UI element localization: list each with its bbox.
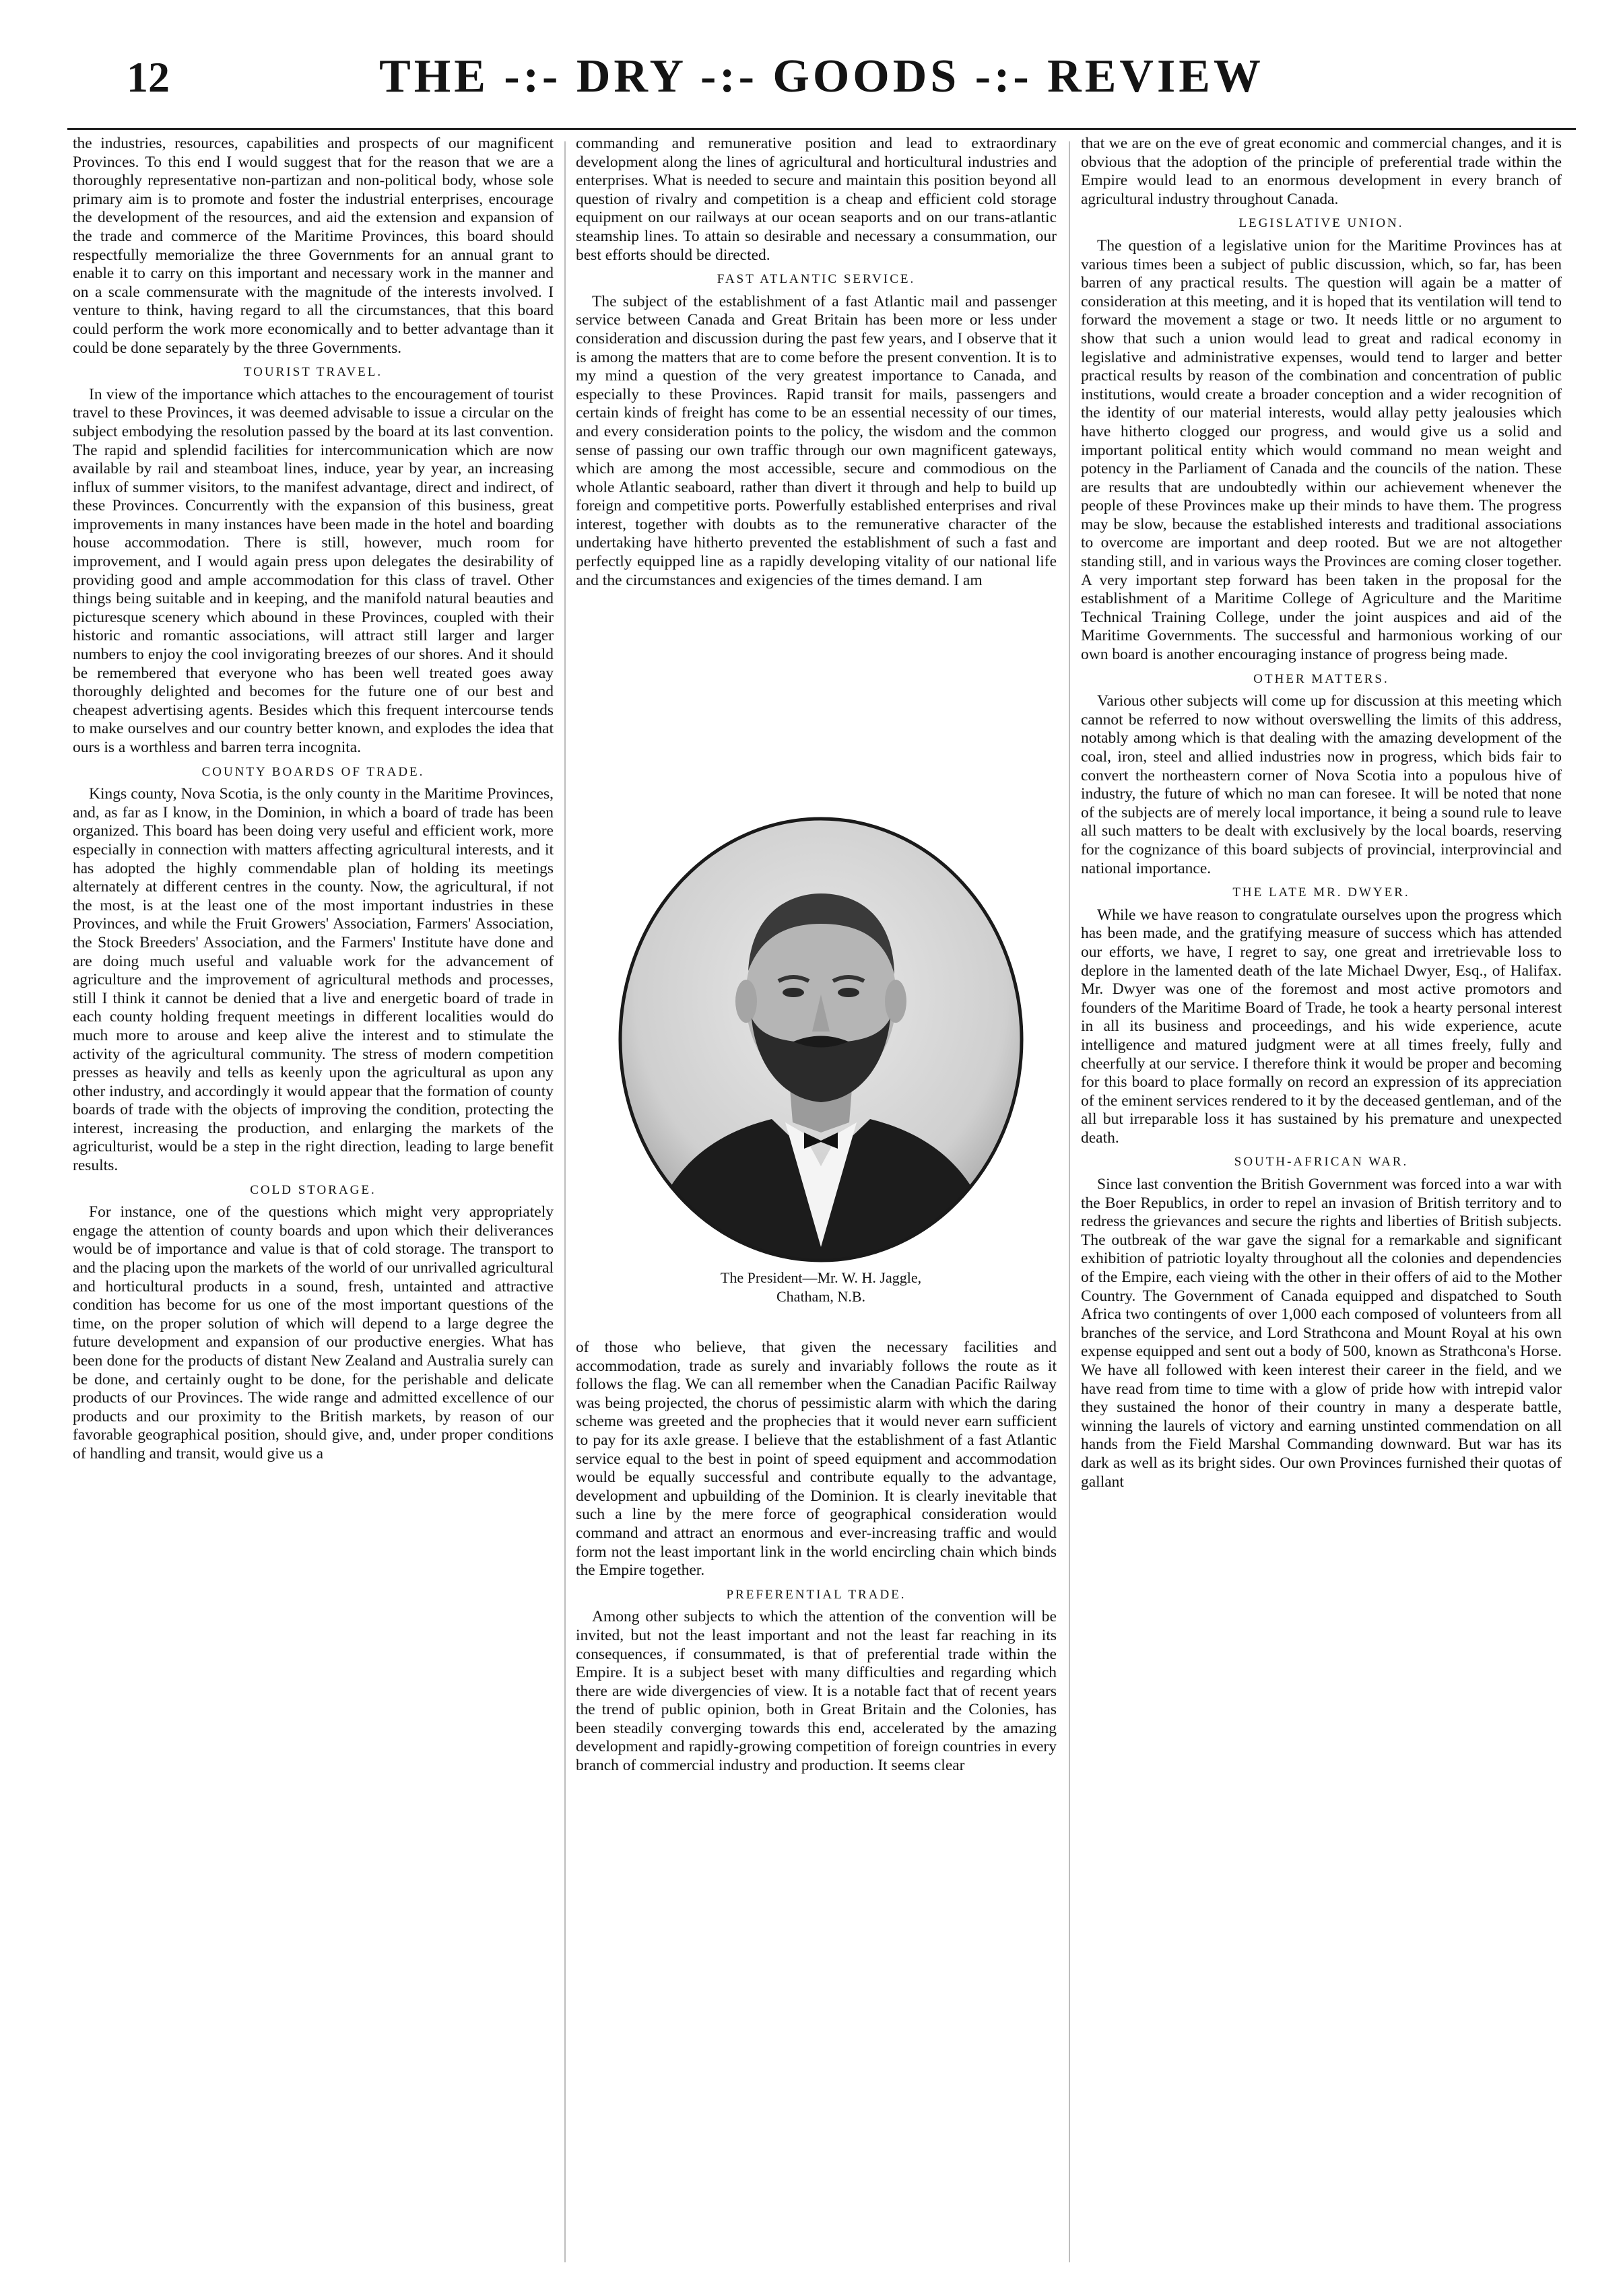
column-2-bottom bbox=[576, 1339, 1057, 2276]
page-number: 12 bbox=[127, 53, 170, 101]
paragraph: of those who believe, that given the necessary facilities and accommodation, trade as surely and invariably follows the route as it follows the flag. We can all remember when the Canadian Pacific Railway was being projected, the chorus of pessimistic alarm with which the daring scheme was greeted and the prophecies that it would never earn sufficient to pay for its axle grease. I believe that the establishment of a fast Atlantic service equal to the best in point of speed equipment and accommodation would be equally successful and contribute equally to the advantage, development and upbuilding of the Dominion. It is clearly inevitable that such a line by the mere force of geographical consideration would command and attract an enormous and ever-increasing traffic and would form not the least important link in the world encircling chain which binds the Empire together. bbox=[576, 1339, 1057, 1580]
journal-title: THE -:- DRY -:- GOODS -:- REVIEW bbox=[379, 50, 1264, 102]
section-heading-cold-storage: COLD STORAGE. bbox=[250, 1182, 376, 1197]
section-heading-county-boards: COUNTY BOARDS OF TRADE. bbox=[201, 764, 425, 779]
portrait-photo bbox=[617, 816, 1025, 1264]
paragraph: Since last convention the British Government was forced into a war with the Boer Republics, in order to repel an invasion of British territory and to redress the grievances and secure the rights and liberties of British subjects. The outbreak of the war gave the signal for a remarkable and significant exhibition of patriotic loyalty throughout all the colonies and dependencies of the Empire, each vieing with the other in their offers of aid to the Mother Country. The Government of Canada equipped and dispatched to South Africa two contingents of over 1,000 each composed of volunteers from all branches of the service, and Lord Strathcona and Mount Royal at his own expense equipped and sent out a body of 500, known as Strathcona's Horse. We have all followed with keen interest their career in the field, and we have read from time to time with a glow of pride how with intrepid valor they sustained the honor of their country in many a desperate battle, winning the laurels of victory and earning unstinted commendation on all hands from the Field Marshal Commanding downward. But war has its dark as well as its bright sides. Our own Provinces furnished their quotas of gallant bbox=[1081, 1176, 1562, 1491]
portrait-figure bbox=[590, 816, 1052, 1328]
paragraph: In view of the importance which attaches to the encouragement of tourist travel to these Provinces, it was deemed advisable to issue a circular on the subject embodying the resolution passed by the board at its last convention. The rapid and splendid facilities for intercommunication which are now available by rail and steamboat lines, induce, year by year, an increasing influx of summer visitors, to the manifest advantage, direct and indirect, of these Provinces. Concurrently with the expansion of this business, great improvements in many instances have been made in the hotel and boarding house accommodation. There is still, however, much room for improvement, and I would again press upon delegates the desirability of providing good and ample accommodation for this class of travel. Other things being suitable and in keeping, and the manifold natural beauties and picturesque scenery which abound in these Provinces, coupled with their historic and romantic associations, will attract still larger and larger numbers to enjoy the cool invigorating breezes of our shores. And it should be remembered that everyone who has been well treated goes away thoroughly delighted and becomes for the future one of our best and cheapest advertising agents. Besides which this frequent intercourse tends to make ourselves and our country better known, and explodes the idea that ours is a worthless and barren terra incognita. bbox=[73, 385, 554, 756]
paragraph: While we have reason to congratulate ourselves upon the progress which has been made, and the gratifying measure of success which has attended our efforts, we have, I regret to say, one great and irretrievable loss to deplore in the lamented death of the late Michael Dwyer, Esq., of Halifax. Mr. Dwyer was one of the foremost and most active promotors and founders of the Maritime Board of Trade, he took a hearty personal interest in all its business and proceedings, and his wide experience, acute intelligence and matured judgment were at all times freely, fully and cheerfully at our service. I therefore think it would be proper and becoming for this board to place formally on record an expression of its appreciation of the eminent services rendered to it by the deceased gentleman, and of the all but irreparable loss it has sustained by his premature and unexpected death. bbox=[1081, 906, 1562, 1147]
section-heading-tourist-travel: TOURIST TRAVEL. bbox=[243, 365, 383, 380]
section-heading-preferential-trade: PREFERENTIAL TRADE. bbox=[726, 1587, 906, 1602]
section-heading-other-matters: OTHER MATTERS. bbox=[1253, 671, 1389, 686]
column-divider bbox=[1069, 141, 1070, 2262]
caption-line: The President—Mr. W. H. Jaggle, bbox=[720, 1269, 922, 1286]
paragraph: Among other subjects to which the attention of the convention will be invited, but not the least important and not the least far reaching in its consequences, if consummated, is that of preferential trade within the Empire. It is a subject beset with many difficulties and regarding which there are wide divergencies of view. It is a notable fact that of recent years the trend of public opinion, both in Great Britain and the Colonies, has been steadily converging towards this end, accelerated by the amazing development and rapidly-growing competition of foreign countries in every branch of commercial industry and production. It seems clear bbox=[576, 1608, 1057, 1775]
paragraph: commanding and remunerative position and lead to extraordinary development along the lines of agricultural and horticultural industries and enterprises. What is needed to secure and maintain this position beyond all question of rivalry and competition is a cheap and efficient cold storage equipment on our railways at our ocean seaports and on our trans-atlantic steamship lines. To attain so desirable and necessary a consummation, our best efforts should be directed. bbox=[576, 135, 1057, 264]
column-divider bbox=[564, 141, 566, 2262]
paragraph: Various other subjects will come up for discussion at this meeting which cannot be referred to now without overswelling the limits of this address, notably among which is that dealing with the amazing development of the coal, iron, steel and allied industries now in progress, which bids fair to convert the northeastern corner of Nova Scotia into a populous hive of industry, the future of which no man can foresee. It will be noted that none of the subjects are of merely local importance, it being a sound rule to leave all such matters to be dealt with exclusively by the local boards, reserving for the cognizance of this board subjects of provincial, interprovincial and national importance. bbox=[1081, 692, 1562, 877]
column-1 bbox=[73, 135, 554, 2276]
column-2-top bbox=[576, 135, 1057, 811]
column-3 bbox=[1081, 135, 1562, 2276]
section-heading-legislative-union: LEGISLATIVE UNION. bbox=[1238, 216, 1404, 231]
section-heading-fast-atlantic: FAST ATLANTIC SERVICE. bbox=[717, 272, 916, 287]
masthead bbox=[67, 40, 1576, 130]
section-heading-south-african-war: SOUTH-AFRICAN WAR. bbox=[1234, 1155, 1409, 1170]
paragraph: Kings county, Nova Scotia, is the only county in the Maritime Provinces, and, as far as I know, in the Dominion, in which a board of trade has been organized. This board has been doing very useful and efficient work, more especially in connection with matters affecting agricultural interests, and it has adopted the highly commendable plan of holding its meetings alternately at different centres in the county. Now, the agricultural, if not the most, is at the least one of the most important industries in these Provinces, and while the Fruit Growers' Association, Farmers' Association, the Stock Breeders' Association, and the Farmers' Institute have done and are doing much useful and valuable work for the advancement of agriculture and the improvement of agricultural methods and processes, still I think it cannot be denied that a live and energetic board of trade in each county holding frequent meetings in different localities would do much more to arouse and keep alive the interest and to stimulate the activity of the agricultural community. The stress of modern competition presses as heavily and tells as keenly upon the agricultural as upon any other industry, and accordingly it would appear that the formation of county boards of trade with the objects of improving the condition, protecting the interest, increasing the production, and enlarging the markets of the agriculturist, would be a step in the right direction, leading to large benefit results. bbox=[73, 785, 554, 1175]
caption-line: Chatham, N.B. bbox=[776, 1288, 865, 1305]
paragraph: that we are on the eve of great economic and commercial changes, and it is obvious that the adoption of the principle of preferential trade within the Empire would lead to an enormous development in every branch of agricultural industry throughout Canada. bbox=[1081, 135, 1562, 208]
paragraph: For instance, one of the questions which might very appropriately engage the attention of county boards and upon which their deliverances would be of importance and value is that of cold storage. The transport to and the placing upon the markets of the world of our unrivalled agricultural and horticultural products in a sound, fresh, untainted and attractive condition has become for us one of the most important questions of the time, on the proper solution of which will depend to a large degree the future development and expansion of our productive energies. What has been done for the products of distant New Zealand and Australia surely can be done, and certainly ought to be done, for the perishable and delicate products of our Provinces. The wide range and admitted excellence of our products and our proximity to the British markets, by reason of our favorable geographical position, should give, and, under proper conditions of handling and transit, would give us a bbox=[73, 1203, 554, 1462]
paragraph: The subject of the establishment of a fast Atlantic mail and passenger service between Canada and Great Britain has been more or less under consideration and discussion during the past few years, and I observe that it is among the matters that are to come before the present convention. It is to my mind a question of the very greatest importance to Canada, and especially to these Provinces. Rapid transit for mails, passengers and certain kinds of freight has come to be an essential necessity of our times, and every consideration points to the policy, the wisdom and the common sense of passing our own traffic through our own magnificent gateways, which are among the most accessible, secure and commodious on the whole Atlantic seaboard, rather than divert it through and help to build up foreign and competitive ports. Powerfully established enterprises and rival interest, together with doubts as to the remunerative character of the undertaking have hitherto prevented the establishment of such a fast and perfectly equipped line as a rapidly developing vitality of our national life and the circumstances and exigencies of the times demand. I am bbox=[576, 292, 1057, 589]
section-heading-late-mr-dwyer: THE LATE MR. DWYER. bbox=[1232, 885, 1410, 900]
paragraph: The question of a legislative union for the Maritime Provinces has at various times been a subject of public discussion, which, so far, has been barren of any practical results. The question will again be a matter of consideration at this meeting, and it is hoped that its ventilation will tend to forward the movement a stage or two. It needs little or no argument to show that such a union would lead to great and radical economy in legislative and administrative expenses, would tend to larger and better practical results by reason of the combination and concentration of public institutions, would create a broader conception and a wider recognition of the identity of our material interests, would allay petty jealousies which have hitherto clogged our progress, and would give us a solid and important political entity which would command no mean weight and potency in the Parliament of Canada and the councils of the nation. These are results that are undoubtedly within our achievement whenever the people of these Provinces make up their minds to have them. The progress may be slow, because the established interests and traditional associations to overcome are important and deep rooted. But we are not altogether standing still, and in various ways the Provinces are coming closer together. A very important step forward has been taken in the proposal for the establishment of a Maritime College of Agriculture and the Maritime Technical Training College, under the joint auspices and aid of the Maritime Governments. The successful and harmonious working of our own board is another encouraging instance of progress being made. bbox=[1081, 236, 1562, 664]
paragraph: the industries, resources, capabilities and prospects of our magnificent Provinces. To this end I would suggest that for the reason that we are a thoroughly representative non-partizan and non-political body, whose sole primary aim is to promote and foster the industrial enterprises, encourage the development of the resources, and aid the extension and expansion of the trade and commerce of the Maritime Provinces, this board should respectfully memorialize the three Governments for an annual grant to enable it to carry on this important and necessary work in the manner and on a scale commensurate with the magnitude of the interests involved. I venture to think, having regard to all the circumstances, that this board could perform the work more economically and to better advantage than it could be done separately by the three Governments. bbox=[73, 135, 554, 357]
portrait-caption bbox=[590, 1269, 1052, 1306]
